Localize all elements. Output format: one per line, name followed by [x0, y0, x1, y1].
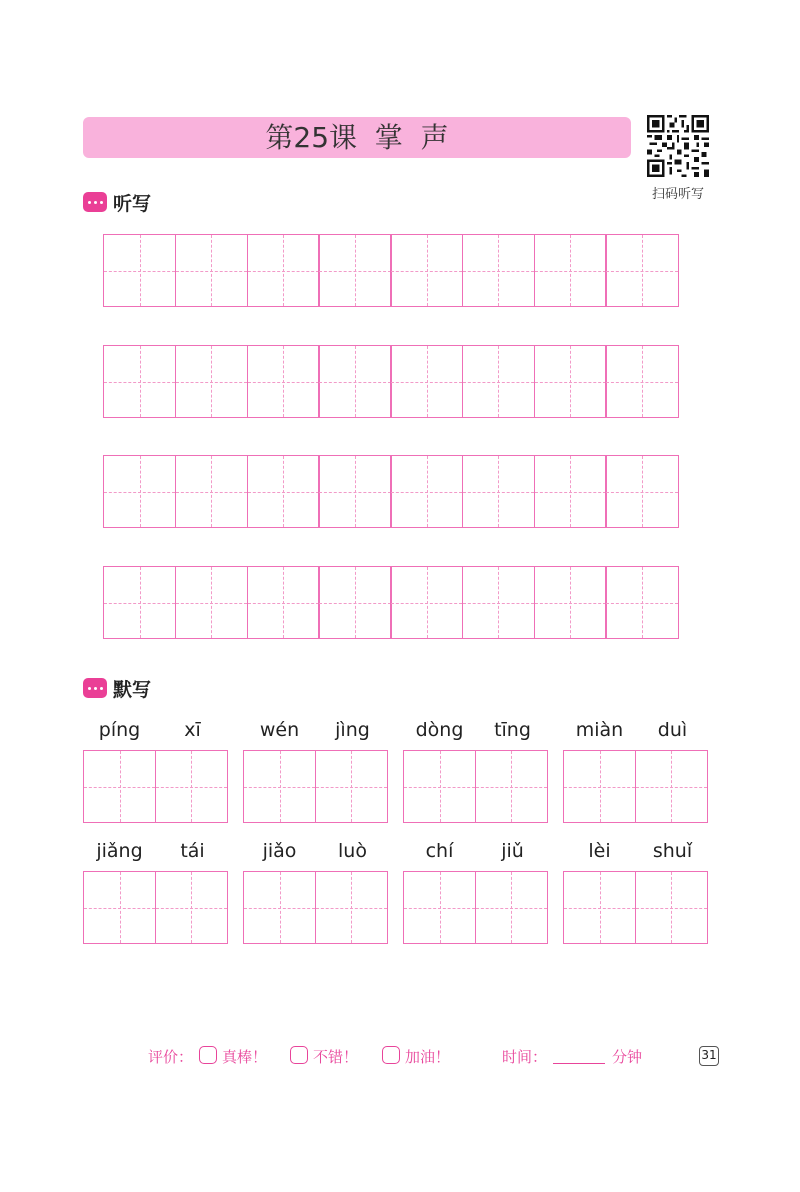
writing-cell[interactable]: [175, 455, 248, 528]
pinyin-syllable: jiǎo: [262, 840, 297, 862]
writing-cell[interactable]: [390, 345, 463, 418]
writing-cell[interactable]: [563, 871, 636, 944]
word-pinyin: [403, 840, 550, 864]
writing-cell[interactable]: [475, 750, 548, 823]
pinyin-syllable: duì: [657, 719, 688, 741]
writing-cell[interactable]: [563, 750, 636, 823]
lesson-title-bar: [83, 117, 631, 158]
pinyin-syllable: lèi: [588, 840, 611, 862]
word-pinyin: [243, 719, 390, 743]
writing-cell[interactable]: [103, 345, 176, 418]
word-item: [83, 719, 230, 743]
word-item: [243, 840, 390, 864]
writing-cell[interactable]: [462, 455, 535, 528]
writing-cell[interactable]: [155, 871, 228, 944]
pinyin-syllable: tīng: [494, 719, 531, 741]
word-pinyin: [83, 840, 230, 864]
writing-cell[interactable]: [475, 871, 548, 944]
qr-label: 扫码听写: [651, 187, 704, 202]
dictation-grid-row[interactable]: [103, 345, 689, 418]
option-great-label: 真棒！: [222, 1048, 268, 1066]
pinyin-syllable: xī: [184, 719, 201, 741]
word-item: [243, 719, 390, 743]
pinyin-syllable: miàn: [575, 719, 624, 741]
word-item: [403, 719, 550, 743]
checkbox-great[interactable]: [199, 1046, 217, 1064]
writing-cell[interactable]: [103, 234, 176, 307]
qr-code-icon[interactable]: [647, 115, 709, 177]
dictation-grid-row[interactable]: [103, 234, 689, 307]
word-pinyin: [243, 840, 390, 864]
writing-cell[interactable]: [83, 871, 156, 944]
writing-cell[interactable]: [175, 345, 248, 418]
writing-cell[interactable]: [403, 871, 476, 944]
writing-cell[interactable]: [103, 566, 176, 639]
lesson-title: 第25课 掌 声: [265, 121, 449, 154]
time-unit: 分钟: [612, 1048, 643, 1066]
writing-cell[interactable]: [83, 750, 156, 823]
word-pinyin: [403, 719, 550, 743]
pinyin-syllable: wén: [259, 719, 300, 741]
pinyin-syllable: tái: [180, 840, 205, 862]
checkbox-cheer[interactable]: [382, 1046, 400, 1064]
writing-cell[interactable]: [390, 566, 463, 639]
writing-cell[interactable]: [247, 234, 320, 307]
option-good-label: 不错！: [313, 1048, 359, 1066]
writing-cell[interactable]: [534, 234, 607, 307]
writing-cell[interactable]: [155, 750, 228, 823]
writing-cell[interactable]: [243, 750, 316, 823]
writing-cell[interactable]: [605, 234, 678, 307]
writing-cell[interactable]: [605, 345, 678, 418]
writing-cell[interactable]: [403, 750, 476, 823]
writing-cell[interactable]: [462, 345, 535, 418]
word-item: [83, 840, 230, 864]
writing-cell[interactable]: [605, 566, 678, 639]
writing-cell[interactable]: [390, 455, 463, 528]
writing-cell[interactable]: [103, 455, 176, 528]
time-label: 时间：: [502, 1048, 548, 1066]
writing-cell[interactable]: [462, 234, 535, 307]
word-pinyin: [563, 840, 710, 864]
dictation-grid-row[interactable]: [103, 566, 689, 639]
writing-cell[interactable]: [247, 566, 320, 639]
writing-cell[interactable]: [318, 455, 391, 528]
dots-icon: [83, 678, 107, 698]
pinyin-syllable: píng: [98, 719, 141, 741]
pinyin-syllable: jìng: [335, 719, 370, 741]
word-item: [403, 840, 550, 864]
writing-cell[interactable]: [318, 566, 391, 639]
writing-cell[interactable]: [318, 345, 391, 418]
writing-cell[interactable]: [534, 566, 607, 639]
writing-cell[interactable]: [315, 750, 388, 823]
writing-cell[interactable]: [315, 871, 388, 944]
time-input-line[interactable]: [553, 1063, 605, 1064]
page-number: 31: [699, 1046, 719, 1066]
silent-writing-label: 默写: [113, 678, 152, 701]
evaluation-label: 评价：: [148, 1048, 194, 1066]
word-item: [563, 840, 710, 864]
pinyin-syllable: luò: [338, 840, 367, 862]
writing-cell[interactable]: [462, 566, 535, 639]
writing-cell[interactable]: [318, 234, 391, 307]
word-pinyin: [83, 719, 230, 743]
dictation-label: 听写: [113, 192, 152, 215]
writing-cell[interactable]: [635, 750, 708, 823]
pinyin-syllable: jiǔ: [501, 840, 524, 862]
dictation-grid-row[interactable]: [103, 455, 689, 528]
writing-cell[interactable]: [390, 234, 463, 307]
writing-cell[interactable]: [635, 871, 708, 944]
writing-cell[interactable]: [605, 455, 678, 528]
word-pinyin: [563, 719, 710, 743]
writing-cell[interactable]: [175, 566, 248, 639]
writing-cell[interactable]: [534, 345, 607, 418]
pinyin-syllable: dòng: [415, 719, 464, 741]
dictation-section-header: [83, 190, 151, 214]
writing-cell[interactable]: [247, 455, 320, 528]
checkbox-good[interactable]: [290, 1046, 308, 1064]
writing-cell[interactable]: [175, 234, 248, 307]
writing-cell[interactable]: [247, 345, 320, 418]
option-cheer-label: 加油！: [405, 1048, 451, 1066]
word-item: [563, 719, 710, 743]
pinyin-syllable: chí: [425, 840, 454, 862]
silent-writing-section-header: [83, 676, 151, 700]
dots-icon: [83, 192, 107, 212]
pinyin-syllable: shuǐ: [652, 840, 693, 862]
pinyin-syllable: jiǎng: [96, 840, 143, 862]
writing-cell[interactable]: [534, 455, 607, 528]
writing-cell[interactable]: [243, 871, 316, 944]
